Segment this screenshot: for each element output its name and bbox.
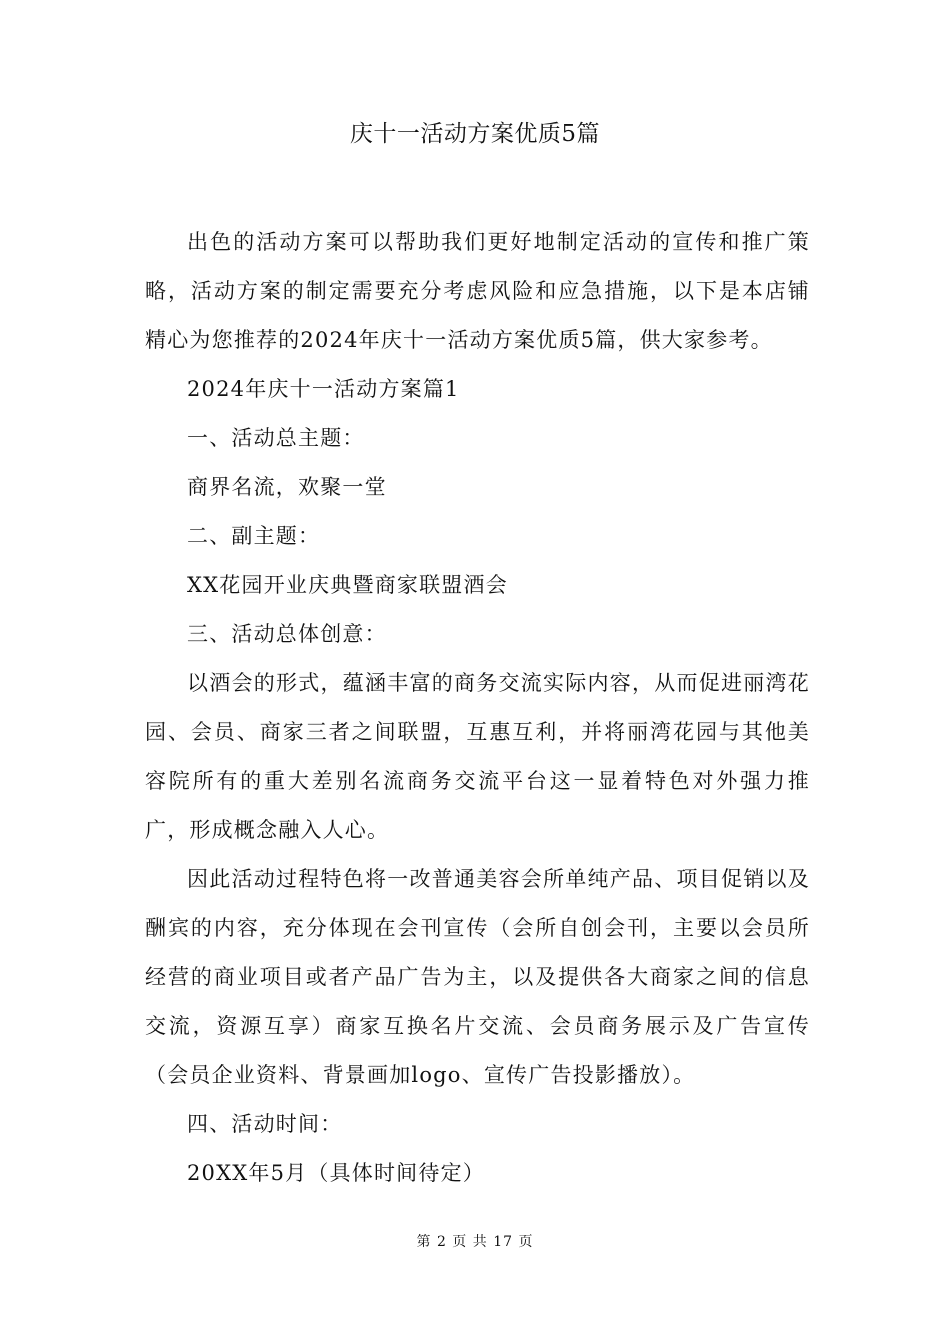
paragraph-heading-1: 一、活动总主题：	[187, 426, 365, 450]
paragraph-features: 因此活动过程特色将一改普通美容会所单纯产品、项目促销以及酬宾的内容，充分体现在会刊宣传（会所自创会刊，主要以会员所经营的商业项目或者产品广告为主，以及提供各大商家之间的信息交流，资源互享）商家互换名片交流、会员商务展示及广告宣传（会员企业资料、背景画加logo、宣传广告投影播放）。	[145, 867, 810, 1087]
paragraph-time: 20XX年5月（具体时间待定）	[187, 1161, 485, 1185]
document-body	[145, 218, 810, 1198]
paragraph-heading-2: 二、副主题：	[187, 524, 321, 548]
document-title: 庆十一活动方案优质5篇	[349, 121, 601, 147]
paragraph-subtheme: XX花园开业庆典暨商家联盟酒会	[187, 573, 508, 597]
paragraph-creative: 以酒会的形式，蕴涵丰富的商务交流实际内容，从而促进丽湾花园、会员、商家三者之间联盟，互惠互利，并将丽湾花园与其他美容院所有的重大差别名流商务交流平台这一显着特色对外强力推广，形成概念融入人心。	[145, 671, 810, 842]
paragraph-intro: 出色的活动方案可以帮助我们更好地制定活动的宣传和推广策略，活动方案的制定需要充分考虑风险和应急措施，以下是本店铺精心为您推荐的2024年庆十一活动方案优质5篇，供大家参考。	[145, 230, 810, 352]
paragraph-theme: 商界名流，欢聚一堂	[187, 475, 387, 499]
page-footer: 第 2 页 共 17 页	[416, 1234, 534, 1250]
paragraph-section-heading: 2024年庆十一活动方案篇1	[187, 377, 460, 401]
paragraph-heading-4: 四、活动时间：	[187, 1112, 343, 1136]
paragraph-heading-3: 三、活动总体创意：	[187, 622, 387, 646]
